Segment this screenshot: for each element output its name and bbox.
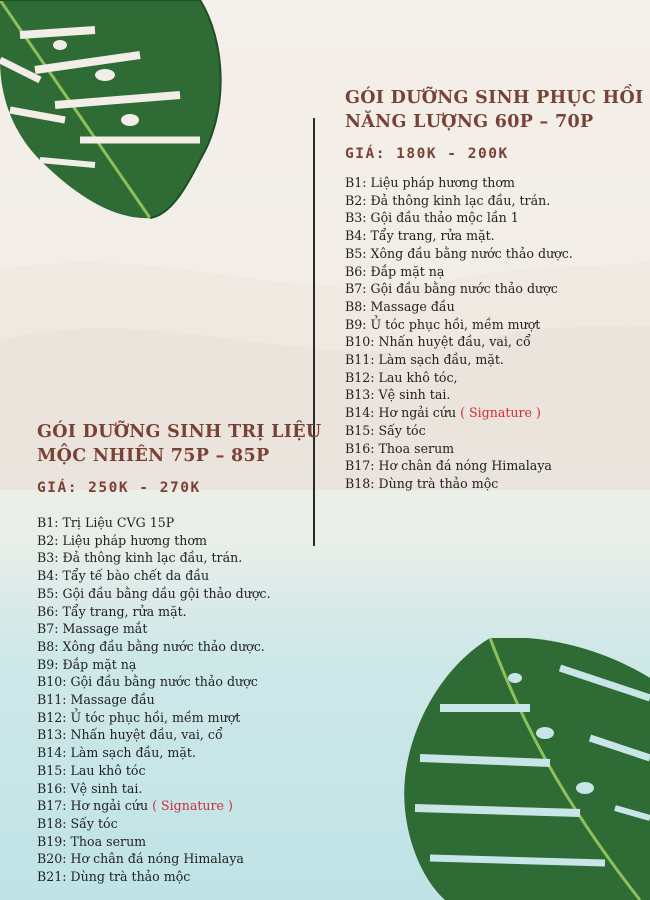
list-item: B9: Đắp mặt nạ — [37, 656, 137, 672]
list-item: B4: Tẩy tế bào chết da đầu — [37, 568, 210, 584]
list-item: B16: Thoa serum — [345, 440, 455, 456]
list-item: B12: Ủ tóc phục hồi, mềm mượt — [37, 709, 241, 725]
monstera-leaf-top-left-icon — [0, 0, 225, 225]
list-item: B15: Sấy tóc — [345, 422, 426, 438]
list-item: B2: Liệu pháp hương thơm — [37, 532, 207, 548]
list-item: B9: Ủ tóc phục hồi, mềm mượt — [345, 316, 541, 332]
list-item: B20: Hơ chân đá nóng Himalaya — [37, 851, 244, 867]
list-item: B8: Xông đầu bằng nước thảo dược. — [37, 638, 265, 654]
list-item: B10: Nhấn huyệt đầu, vai, cổ — [345, 334, 531, 350]
list-item: B18: Sấy tóc — [37, 815, 118, 831]
step-text: B17: Hơ ngải cứu — [37, 798, 149, 814]
list-item: B8: Massage đầu — [345, 298, 455, 314]
package-left-title-line2: MỘC NHIÊN 75P – 85P — [37, 446, 270, 466]
list-item: B13: Vệ sinh tai. — [345, 387, 451, 403]
list-item: B1: Liệu pháp hương thơm — [345, 175, 515, 190]
list-item: B4: Tẩy trang, rửa mặt. — [345, 228, 495, 244]
step-text: B14: Hơ ngải cứu — [345, 405, 457, 421]
list-item: B5: Gội đầu bằng dầu gội thảo dược. — [37, 585, 271, 601]
list-item: B14: Làm sạch đầu, mặt. — [37, 745, 196, 761]
list-item: B13: Nhấn huyệt đầu, vai, cổ — [37, 727, 223, 743]
list-item: B2: Đả thông kinh lạc đầu, trán. — [345, 192, 551, 208]
package-right — [345, 86, 643, 493]
signature-label: ( Signature ) — [152, 798, 233, 814]
list-item: B6: Đắp mặt nạ — [345, 263, 445, 279]
list-item-signature — [37, 797, 321, 815]
list-item-signature — [345, 404, 643, 422]
list-item: B21: Dùng trà thảo mộc — [37, 869, 191, 885]
list-item: B12: Lau khô tóc, — [345, 369, 458, 385]
signature-label: ( Signature ) — [460, 405, 541, 421]
package-left-steps — [37, 514, 321, 886]
package-right-title-line1: GÓI DƯỠNG SINH PHỤC HỒI — [345, 88, 644, 108]
list-item: B15: Lau khô tóc — [37, 762, 146, 778]
package-right-title-line2: NĂNG LƯỢNG 60P – 70P — [345, 112, 594, 132]
list-item: B19: Thoa serum — [37, 833, 147, 849]
list-item: B10: Gội đầu bằng nước thảo dược — [37, 674, 258, 690]
monstera-leaf-bottom-right-icon — [400, 638, 650, 900]
list-item: B16: Vệ sinh tai. — [37, 780, 143, 796]
package-left — [37, 420, 321, 886]
list-item: B17: Hơ chân đá nóng Himalaya — [345, 458, 552, 474]
list-item: B3: Đả thông kinh lạc đầu, trán. — [37, 550, 243, 566]
list-item: B7: Gội đầu bằng nước thảo dược — [345, 281, 558, 297]
package-right-steps — [345, 174, 643, 493]
list-item: B1: Trị Liệu CVG 15P — [37, 515, 175, 530]
list-item: B18: Dùng trà thảo mộc — [345, 475, 499, 491]
list-item: B11: Massage đầu — [37, 692, 155, 708]
list-item: B6: Tẩy trang, rửa mặt. — [37, 603, 187, 619]
package-right-price: GIÁ: 180K - 200K — [345, 146, 509, 162]
list-item: B5: Xông đầu bằng nước thảo dược. — [345, 245, 573, 261]
package-left-title-line1: GÓI DƯỠNG SINH TRỊ LIỆU — [37, 422, 322, 442]
package-left-price: GIÁ: 250K - 270K — [37, 480, 201, 496]
list-item: B11: Làm sạch đầu, mặt. — [345, 352, 504, 368]
list-item: B3: Gội đầu thảo mộc lần 1 — [345, 210, 519, 226]
list-item: B7: Massage mắt — [37, 621, 148, 637]
